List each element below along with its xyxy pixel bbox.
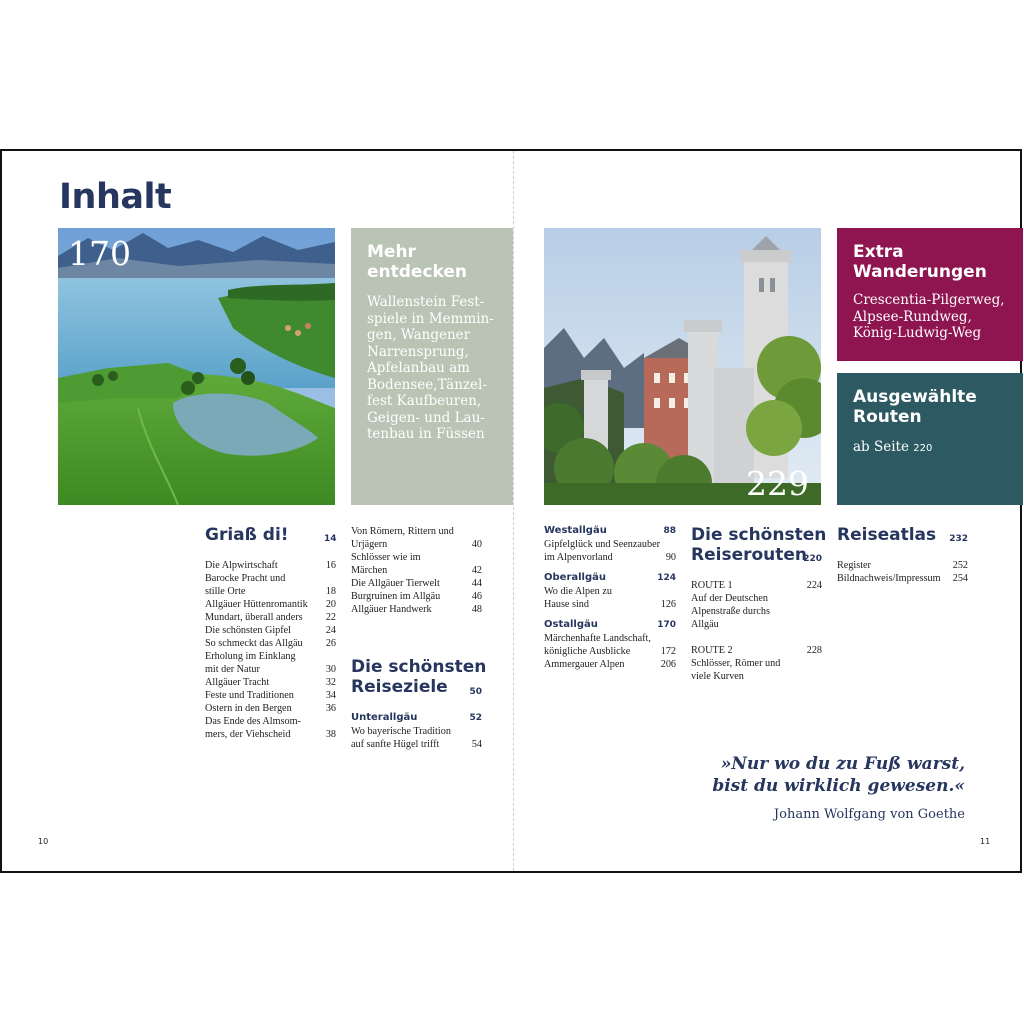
routen-prefix: ab Seite <box>853 439 909 455</box>
toc-entry-title: Die schönsten Gipfel <box>205 625 292 636</box>
toc-entry <box>691 592 822 631</box>
toc-entry-page: 22 <box>325 612 336 623</box>
toc-entry-title: Bildnachweis/Impressum <box>837 573 941 584</box>
toc-entry-page: 20 <box>325 599 336 610</box>
toc-entry <box>351 590 482 603</box>
toc-entry-title: Die Alpwirtschaft <box>205 560 278 571</box>
toc-entry-title: Schlösser, Römer und viele Kurven <box>691 658 781 682</box>
page-number-right: 11 <box>980 837 991 846</box>
toc-entry-page: 38 <box>325 729 336 740</box>
toc-entry <box>544 632 676 658</box>
toc-entry-title: Ostern in den Bergen <box>205 703 292 714</box>
photo-page-number: 170 <box>68 234 131 273</box>
routen-heading: Ausgewählte Routen <box>853 387 977 427</box>
toc-entry-title: Die Allgäuer Tierwelt <box>351 578 440 589</box>
subsection-heading: Oberallgäu <box>544 572 607 583</box>
photo-page-number: 229 <box>746 464 809 503</box>
section-heading-reiseatlas: Reiseatlas <box>837 525 937 545</box>
mehr-heading: Mehr entdecken <box>367 242 468 282</box>
toc-entry-title: Burgruinen im Allgäu <box>351 591 441 602</box>
toc-entry <box>544 585 676 611</box>
toc-entry-title: Feste und Traditionen <box>205 690 294 701</box>
toc-entry <box>691 579 822 592</box>
toc-entry-page: 54 <box>471 739 482 750</box>
extra-heading: Extra Wanderungen <box>853 242 987 282</box>
toc-entry-page: 30 <box>325 664 336 675</box>
section-heading-reiseziele: Die schönsten Reiseziele <box>351 657 487 697</box>
subsection-page: 124 <box>657 573 676 583</box>
page-gutter <box>513 151 515 871</box>
section-page: 50 <box>469 687 482 697</box>
toc-entry-title: Auf der Deutschen Alpenstraße durchs Allgäu <box>691 593 770 630</box>
toc-entry-title: Allgäuer Handwerk <box>351 604 432 615</box>
toc-entry-page: 40 <box>471 539 482 550</box>
toc-entry <box>205 676 336 689</box>
toc-entry <box>691 644 822 657</box>
toc-entry-page: 42 <box>471 565 482 576</box>
toc-entry-page: 34 <box>325 690 336 701</box>
toc-entry-page: 126 <box>660 599 676 610</box>
toc-entry <box>351 603 482 616</box>
subsection-heading: Westallgäu <box>544 525 607 536</box>
toc-entry-page: 206 <box>660 659 676 670</box>
toc-entry-page: 254 <box>952 573 968 584</box>
toc-entry <box>205 715 336 741</box>
toc-entry-title: Allgäuer Tracht <box>205 677 270 688</box>
subsection-page: 88 <box>663 526 676 536</box>
toc-entry-title: Wo bayerische Tradition auf sanfte Hügel trifft <box>351 726 451 750</box>
subsection-heading: Ostallgäu <box>544 619 598 630</box>
section-heading-reiserouten: Die schönsten Reiserouten <box>691 525 827 565</box>
toc-entry <box>351 551 482 577</box>
toc-entry <box>205 624 336 637</box>
toc-entry <box>691 657 822 683</box>
toc-entry-page: 24 <box>325 625 336 636</box>
toc-entry-title: Ammergauer Alpen <box>544 659 625 670</box>
quote-author: Johann Wolfgang von Goethe <box>773 807 965 822</box>
toc-entry-title: Märchenhafte Landschaft, königliche Ausblicke <box>544 633 651 657</box>
toc-entry <box>205 637 336 650</box>
book-spread <box>0 149 1022 873</box>
section-page: 232 <box>949 534 968 544</box>
page-title: Inhalt <box>59 177 172 217</box>
toc-entry-page: 252 <box>952 560 968 571</box>
ausgewaehlte-routen-box <box>837 373 1023 505</box>
toc-entry-page: 90 <box>665 552 676 563</box>
toc-entry <box>205 598 336 611</box>
toc-entry <box>205 702 336 715</box>
toc-entry-page: 44 <box>471 578 482 589</box>
toc-entry-title: Wo die Alpen zu Hause sind <box>544 586 612 610</box>
toc-entry-page: 18 <box>325 586 336 597</box>
toc-entry <box>205 611 336 624</box>
toc-entry-title: ROUTE 1 <box>691 580 733 591</box>
subsection-page: 170 <box>657 620 676 630</box>
toc-entry <box>837 559 968 572</box>
toc-entry-title: Mundart, überall anders <box>205 612 303 623</box>
toc-entry-page: 172 <box>660 646 676 657</box>
toc-entry-title: Von Römern, Rittern und Urjägern <box>351 526 454 550</box>
toc-entry-page: 36 <box>325 703 336 714</box>
toc-entry <box>837 572 968 585</box>
mehr-body: Wallenstein Fest- spiele in Memmin- gen, Wangener Narrensprung, Apfelanbau am Bodensee,Tänzel- fest Kaufbeuren, Geigen- und Lau- tenbau in Füssen <box>367 294 494 442</box>
toc-entry-title: Gipfelglück und Seenzauber im Alpenvorland <box>544 539 660 563</box>
toc-entry <box>205 689 336 702</box>
toc-entry <box>544 538 676 564</box>
toc-entry-page: 26 <box>325 638 336 649</box>
toc-entry-page: 46 <box>471 591 482 602</box>
lake-landscape-photo <box>58 228 335 505</box>
toc-entry-title: Schlösser wie im Märchen <box>351 552 421 576</box>
toc-entry-title: Das Ende des Almsom- mers, der Viehscheid <box>205 716 301 740</box>
toc-entry <box>351 525 482 551</box>
section-page: 220 <box>803 554 822 564</box>
extra-body: Crescentia-Pilgerweg, Alpsee-Rundweg, König-Ludwig-Weg <box>853 292 1005 341</box>
toc-entry-page: 32 <box>325 677 336 688</box>
section-page: 14 <box>324 534 337 544</box>
toc-entry <box>205 559 336 572</box>
toc-entry-title: Barocke Pracht und stille Orte <box>205 573 286 597</box>
toc-entry-title: ROUTE 2 <box>691 645 733 656</box>
toc-entry <box>351 725 482 751</box>
mehr-entdecken-box <box>351 228 513 505</box>
toc-entry <box>205 572 336 598</box>
toc-entry <box>544 658 676 671</box>
toc-entry <box>351 577 482 590</box>
toc-entry-title: Erholung im Einklang mit der Natur <box>205 651 296 675</box>
subsection-page: 52 <box>469 713 482 723</box>
page-number-left: 10 <box>38 837 49 846</box>
toc-entry-page: 48 <box>471 604 482 615</box>
toc-entry-title: So schmeckt das Allgäu <box>205 638 303 649</box>
toc-entry-page: 16 <box>325 560 336 571</box>
toc-entry-page: 228 <box>806 645 822 656</box>
toc-entry-page: 224 <box>806 580 822 591</box>
toc-entry-title: Register <box>837 560 871 571</box>
section-heading-griass-di: Griaß di! <box>205 525 289 545</box>
goethe-quote: »Nur wo du zu Fuß warst, bist du wirklich gewesen.« <box>712 754 965 796</box>
toc-entry <box>205 650 336 676</box>
routen-body <box>853 439 1007 458</box>
extra-wanderungen-box <box>837 228 1023 361</box>
castle-photo <box>544 228 821 505</box>
subsection-unterallgaeu: Unterallgäu <box>351 712 418 723</box>
toc-entry-title: Allgäuer Hüttenromantik <box>205 599 308 610</box>
routen-page: 220 <box>913 443 933 454</box>
